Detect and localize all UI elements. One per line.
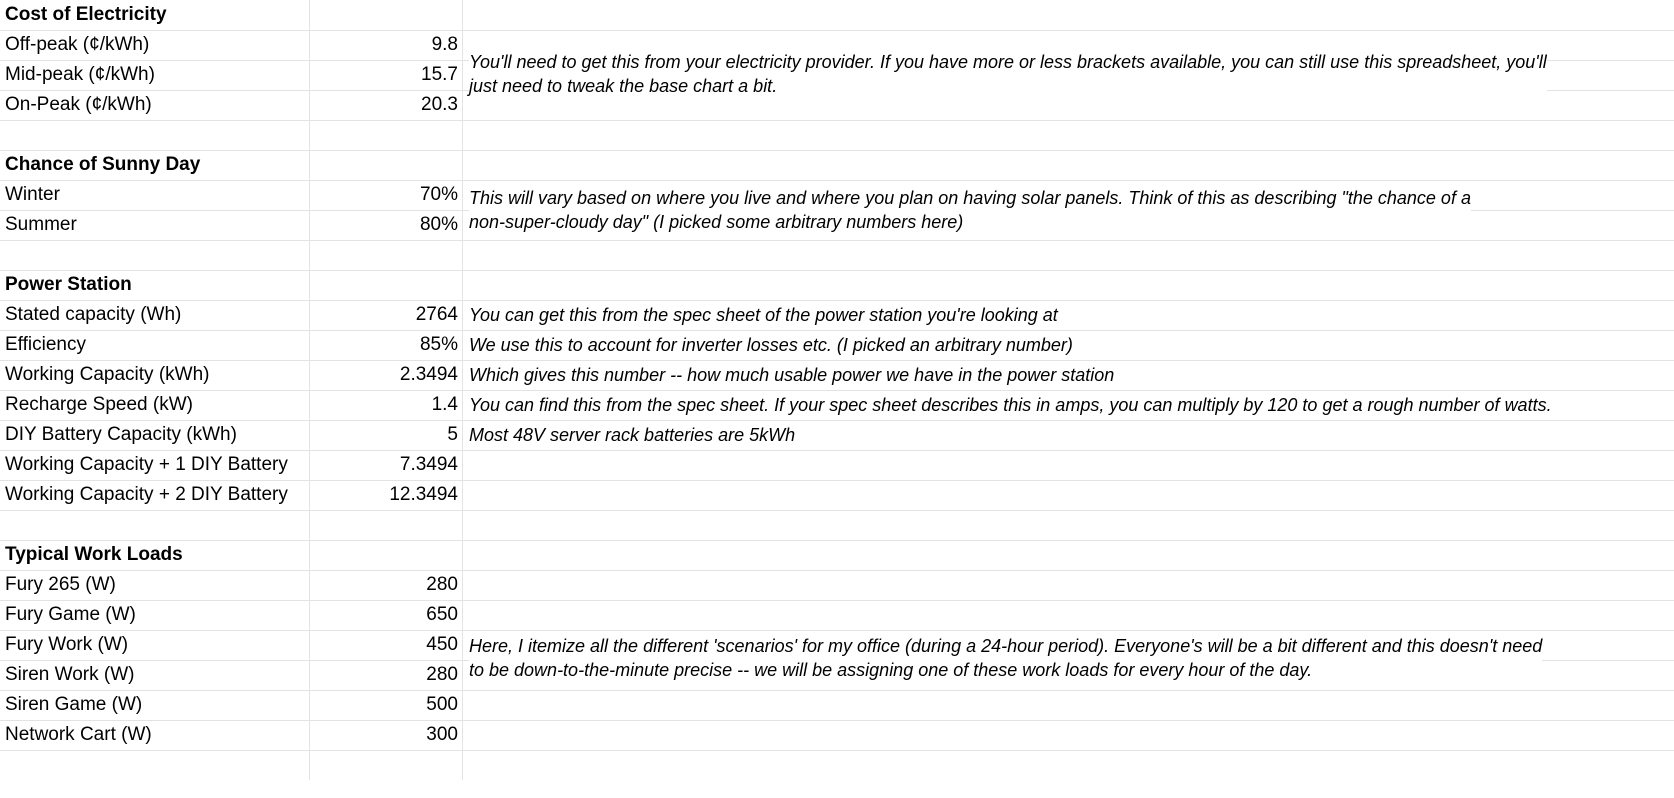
row-value[interactable]: 2.3494 xyxy=(310,360,463,390)
cell[interactable] xyxy=(463,750,1674,780)
note-work-loads[interactable] xyxy=(469,634,1542,682)
row-note[interactable]: Most 48V server rack batteries are 5kWh xyxy=(469,425,796,445)
row-value[interactable]: 280 xyxy=(310,660,463,690)
cell[interactable] xyxy=(310,750,463,780)
cell[interactable] xyxy=(310,150,463,180)
cell[interactable] xyxy=(463,270,1674,300)
row-label[interactable]: Network Cart (W) xyxy=(0,720,310,750)
cell[interactable] xyxy=(463,600,1674,630)
row-label[interactable]: Off-peak (¢/kWh) xyxy=(0,30,310,60)
spreadsheet-row xyxy=(0,0,1674,31)
note-line: just need to tweak the base chart a bit. xyxy=(469,76,778,96)
row-value[interactable]: 500 xyxy=(310,690,463,720)
spreadsheet-row xyxy=(0,450,1674,481)
cell[interactable] xyxy=(310,510,463,540)
row-label[interactable]: Fury Game (W) xyxy=(0,600,310,630)
note-sunny[interactable] xyxy=(469,186,1471,234)
row-value[interactable]: 300 xyxy=(310,720,463,750)
row-value[interactable]: 70% xyxy=(310,180,463,210)
row-value[interactable]: 650 xyxy=(310,600,463,630)
row-label[interactable]: Fury Work (W) xyxy=(0,630,310,660)
note-electricity[interactable] xyxy=(469,50,1547,98)
spreadsheet-row xyxy=(0,240,1674,271)
cell[interactable] xyxy=(463,240,1674,270)
cell[interactable] xyxy=(310,120,463,150)
row-label[interactable]: DIY Battery Capacity (kWh) xyxy=(0,420,310,450)
row-label[interactable]: On-Peak (¢/kWh) xyxy=(0,90,310,120)
cell[interactable] xyxy=(0,120,310,150)
row-label[interactable]: Siren Work (W) xyxy=(0,660,310,690)
note-line: non-super-cloudy day" (I picked some arbitrary numbers here) xyxy=(469,212,964,232)
cell[interactable] xyxy=(0,750,310,780)
cell[interactable] xyxy=(0,240,310,270)
cell[interactable] xyxy=(463,510,1674,540)
row-value[interactable]: 12.3494 xyxy=(310,480,463,510)
spreadsheet-row xyxy=(0,300,1674,331)
spreadsheet-row xyxy=(0,720,1674,751)
cell[interactable] xyxy=(310,270,463,300)
cell[interactable] xyxy=(463,450,1674,480)
section-title-work-loads[interactable]: Typical Work Loads xyxy=(0,540,310,570)
row-label[interactable]: Working Capacity + 2 DIY Battery xyxy=(0,480,310,510)
cell[interactable] xyxy=(463,690,1674,720)
row-note[interactable]: You can find this from the spec sheet. If your spec sheet describes this in amps, you can multiply by 120 to get a rough number of watts. xyxy=(469,395,1552,415)
cell[interactable] xyxy=(463,0,1674,30)
row-note[interactable]: We use this to account for inverter losses etc. (I picked an arbitrary number) xyxy=(469,335,1073,355)
spreadsheet-row xyxy=(0,750,1674,781)
row-value[interactable]: 5 xyxy=(310,420,463,450)
spreadsheet-row xyxy=(0,120,1674,151)
row-label[interactable]: Recharge Speed (kW) xyxy=(0,390,310,420)
row-note[interactable]: Which gives this number -- how much usable power we have in the power station xyxy=(469,365,1115,385)
row-value[interactable]: 280 xyxy=(310,570,463,600)
row-value[interactable]: 9.8 xyxy=(310,30,463,60)
section-title-sunny[interactable]: Chance of Sunny Day xyxy=(0,150,310,180)
cell[interactable] xyxy=(463,720,1674,750)
cell[interactable] xyxy=(463,540,1674,570)
row-value[interactable]: 1.4 xyxy=(310,390,463,420)
note-line: This will vary based on where you live and where you plan on having solar panels. Think of this as describing "the chance of a xyxy=(469,188,1471,208)
row-label[interactable]: Summer xyxy=(0,210,310,240)
cell[interactable] xyxy=(0,510,310,540)
row-note[interactable]: You can get this from the spec sheet of the power station you're looking at xyxy=(469,305,1058,325)
row-label[interactable]: Fury 265 (W) xyxy=(0,570,310,600)
section-title-power-station[interactable]: Power Station xyxy=(0,270,310,300)
row-label[interactable]: Siren Game (W) xyxy=(0,690,310,720)
note-line: Here, I itemize all the different 'scenarios' for my office (during a 24-hour period). Everyone's will be a bit different and this doesn't need xyxy=(469,636,1543,656)
row-label[interactable]: Stated capacity (Wh) xyxy=(0,300,310,330)
row-value[interactable]: 450 xyxy=(310,630,463,660)
spreadsheet-row xyxy=(0,570,1674,601)
section-title-electricity[interactable]: Cost of Electricity xyxy=(0,0,310,30)
spreadsheet-row xyxy=(0,540,1674,571)
spreadsheet-row xyxy=(0,150,1674,181)
cell[interactable] xyxy=(310,0,463,30)
spreadsheet-row xyxy=(0,360,1674,391)
row-value[interactable]: 20.3 xyxy=(310,90,463,120)
row-value[interactable]: 85% xyxy=(310,330,463,360)
row-value[interactable]: 7.3494 xyxy=(310,450,463,480)
spreadsheet-row xyxy=(0,270,1674,301)
spreadsheet-row xyxy=(0,690,1674,721)
row-value[interactable]: 2764 xyxy=(310,300,463,330)
row-label[interactable]: Mid-peak (¢/kWh) xyxy=(0,60,310,90)
row-label[interactable]: Efficiency xyxy=(0,330,310,360)
note-line: You'll need to get this from your electricity provider. If you have more or less brackets available, you can still use this spreadsheet, you'll xyxy=(469,52,1547,72)
row-label[interactable]: Working Capacity (kWh) xyxy=(0,360,310,390)
row-label[interactable]: Working Capacity + 1 DIY Battery xyxy=(0,450,310,480)
spreadsheet-row xyxy=(0,480,1674,511)
cell[interactable] xyxy=(463,480,1674,510)
spreadsheet-row xyxy=(0,420,1674,451)
spreadsheet-row xyxy=(0,600,1674,631)
row-value[interactable]: 15.7 xyxy=(310,60,463,90)
spreadsheet-row xyxy=(0,390,1674,421)
cell[interactable] xyxy=(310,240,463,270)
row-value[interactable]: 80% xyxy=(310,210,463,240)
row-label[interactable]: Winter xyxy=(0,180,310,210)
note-line: to be down-to-the-minute precise -- we will be assigning one of these work loads for every hour of the day. xyxy=(469,660,1313,680)
spreadsheet-row xyxy=(0,510,1674,541)
cell[interactable] xyxy=(463,570,1674,600)
cell[interactable] xyxy=(310,540,463,570)
cell[interactable] xyxy=(463,120,1674,150)
cell[interactable] xyxy=(463,150,1674,180)
spreadsheet-row xyxy=(0,330,1674,361)
